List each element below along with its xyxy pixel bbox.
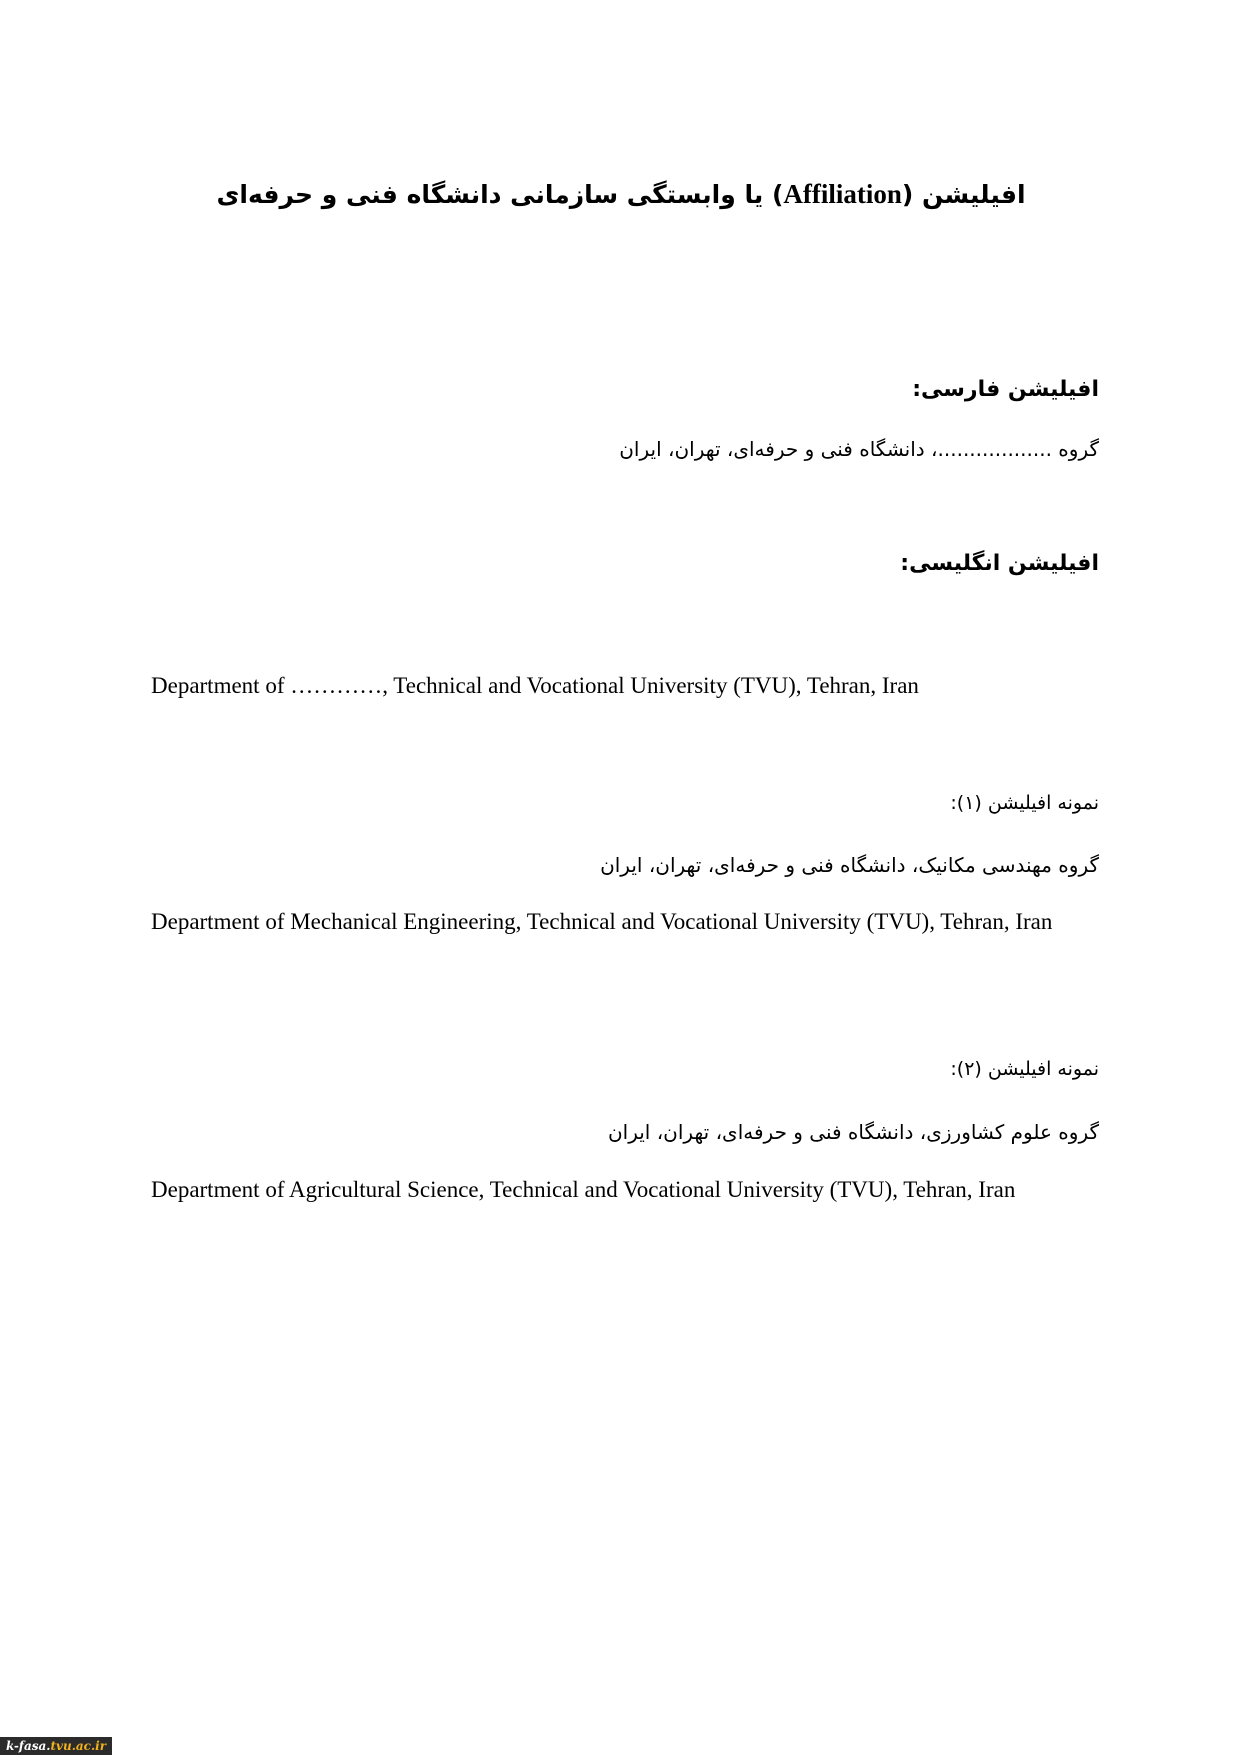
site-watermark-prefix: k-fasa. [6,1739,51,1753]
persian-affiliation-heading: افیلیشن فارسی: [912,377,1099,402]
site-watermark-domain: tvu.ac.ir [50,1739,107,1753]
title-part-after: ) یا وابستگی سازمانی دانشگاه فنی و حرفه‌ای [216,180,784,209]
example-1-english: Department of Mechanical Engineering, Technical and Vocational University (TVU), Tehran, Iran [151,909,1053,934]
english-affiliation-heading: افیلیشن انگلیسی: [900,551,1099,576]
example-2-label: نمونه افیلیشن (۲): [950,1058,1099,1080]
example-2-persian: گروه علوم کشاورزی، دانشگاه فنی و حرفه‌ای، تهران، ایران [607,1120,1099,1144]
example-1-persian: گروه مهندسی مکانیک، دانشگاه فنی و حرفه‌ای، تهران، ایران [600,853,1099,877]
example-1-label: نمونه افیلیشن (۱): [950,792,1099,814]
page-title [150,174,1092,215]
english-affiliation-template: Department of …………, Technical and Vocational University (TVU), Tehran, Iran [151,673,919,698]
title-part-before: افیلیشن ( [901,180,1026,209]
title-latin-term: Affiliation [783,179,902,209]
site-watermark [0,1737,112,1755]
persian-affiliation-template: گروه ..................، دانشگاه فنی و حرفه‌ای، تهران، ایران [619,437,1099,461]
example-2-english: Department of Agricultural Science, Technical and Vocational University (TVU), Tehran, Iran [151,1177,1016,1202]
